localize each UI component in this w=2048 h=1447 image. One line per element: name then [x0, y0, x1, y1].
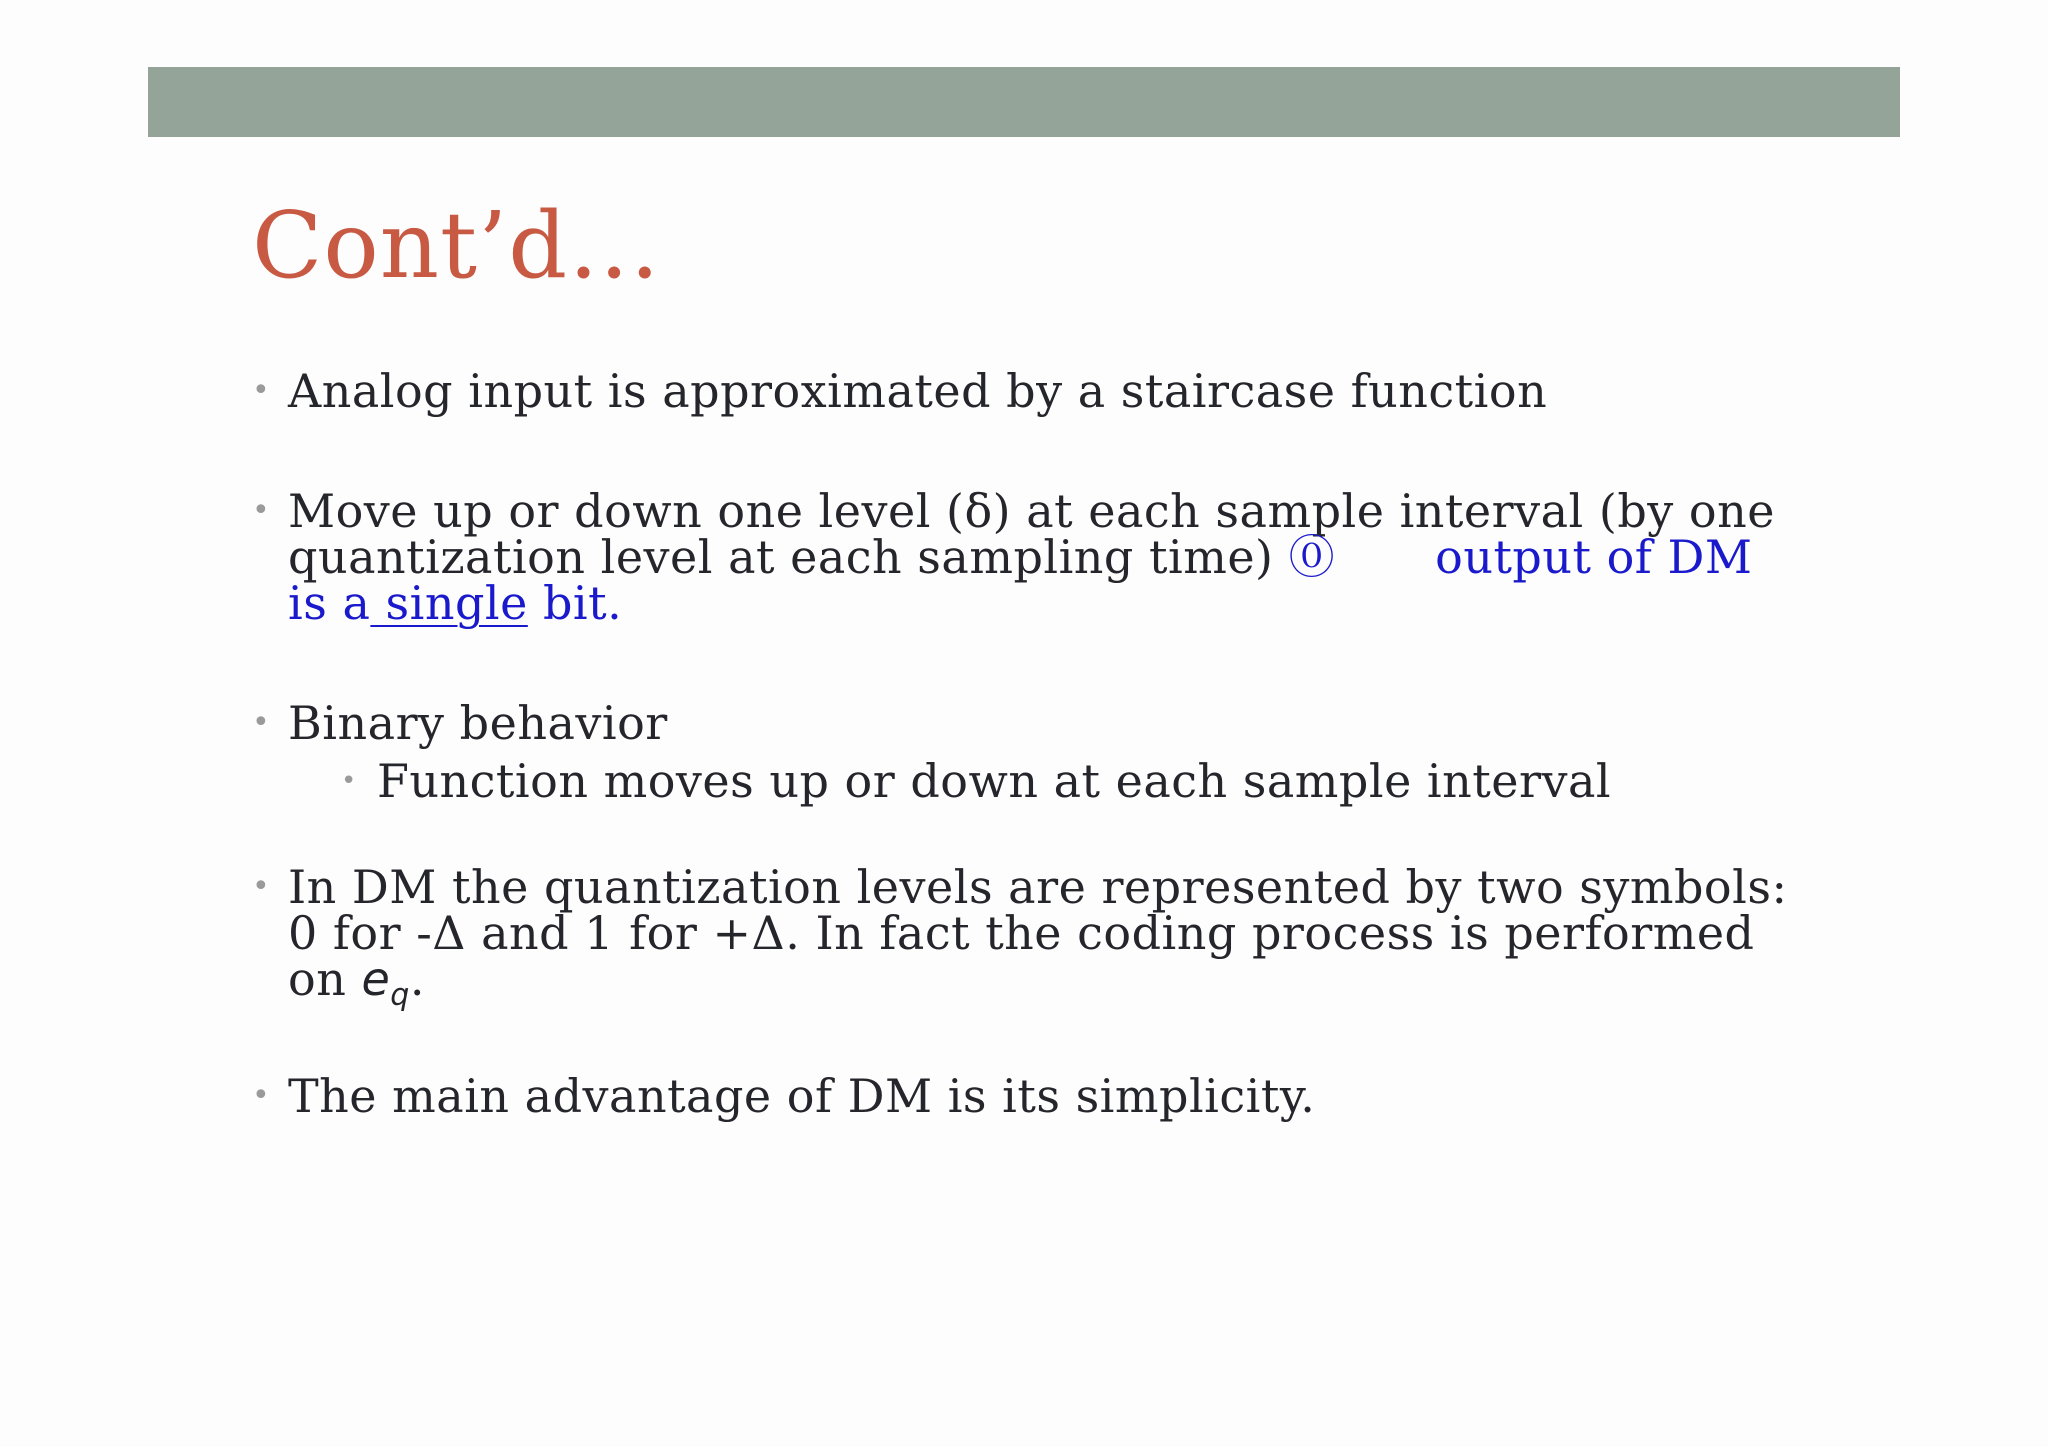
bullet-text: In DM the quantization levels are represented by two symbols: 0 for -Δ and 1 for +Δ. In fact the coding process is performed on	[288, 860, 1788, 1006]
bullet-marker: •	[252, 869, 271, 904]
bullet-marker: •	[252, 373, 271, 408]
bullet-item-binary-behavior	[252, 696, 1802, 808]
bullet-text: Binary behavior	[288, 696, 668, 750]
bullet-item-move-up-down	[252, 484, 1802, 630]
bullet-item-main-advantage	[252, 1069, 1802, 1123]
math-variable-e: e	[361, 952, 391, 1006]
sub-bullet-function-moves	[341, 754, 1802, 808]
circled-symbol: ⓪	[1288, 530, 1336, 584]
bullet-item-quantization-levels	[252, 860, 1802, 1013]
bullet-marker: •	[252, 705, 271, 740]
bullet-list	[252, 364, 1802, 1123]
bullet-text: Analog input is approximated by a staircase function	[288, 364, 1548, 418]
bit-text: bit.	[527, 576, 623, 630]
bullet-marker: •	[252, 493, 271, 528]
bullet-text: The main advantage of DM is its simplicity.	[288, 1069, 1316, 1123]
dm-output-text: output of DM is a	[288, 530, 1753, 630]
sentence-end: .	[409, 952, 425, 1006]
bullet-item-staircase	[252, 364, 1802, 418]
header-banner	[148, 67, 1900, 137]
sub-bullet-text: Function moves up or down at each sample interval	[377, 754, 1612, 808]
sub-bullet-marker: •	[341, 766, 357, 796]
slide-title: Cont’d…	[252, 192, 662, 299]
math-subscript-q: q	[390, 978, 410, 1013]
bullet-marker: •	[252, 1078, 271, 1113]
bullet-text: Move up or down one level (δ) at each sample interval (by one quantization level at each sampling time)	[288, 484, 1775, 584]
single-link[interactable]: single	[370, 576, 528, 630]
